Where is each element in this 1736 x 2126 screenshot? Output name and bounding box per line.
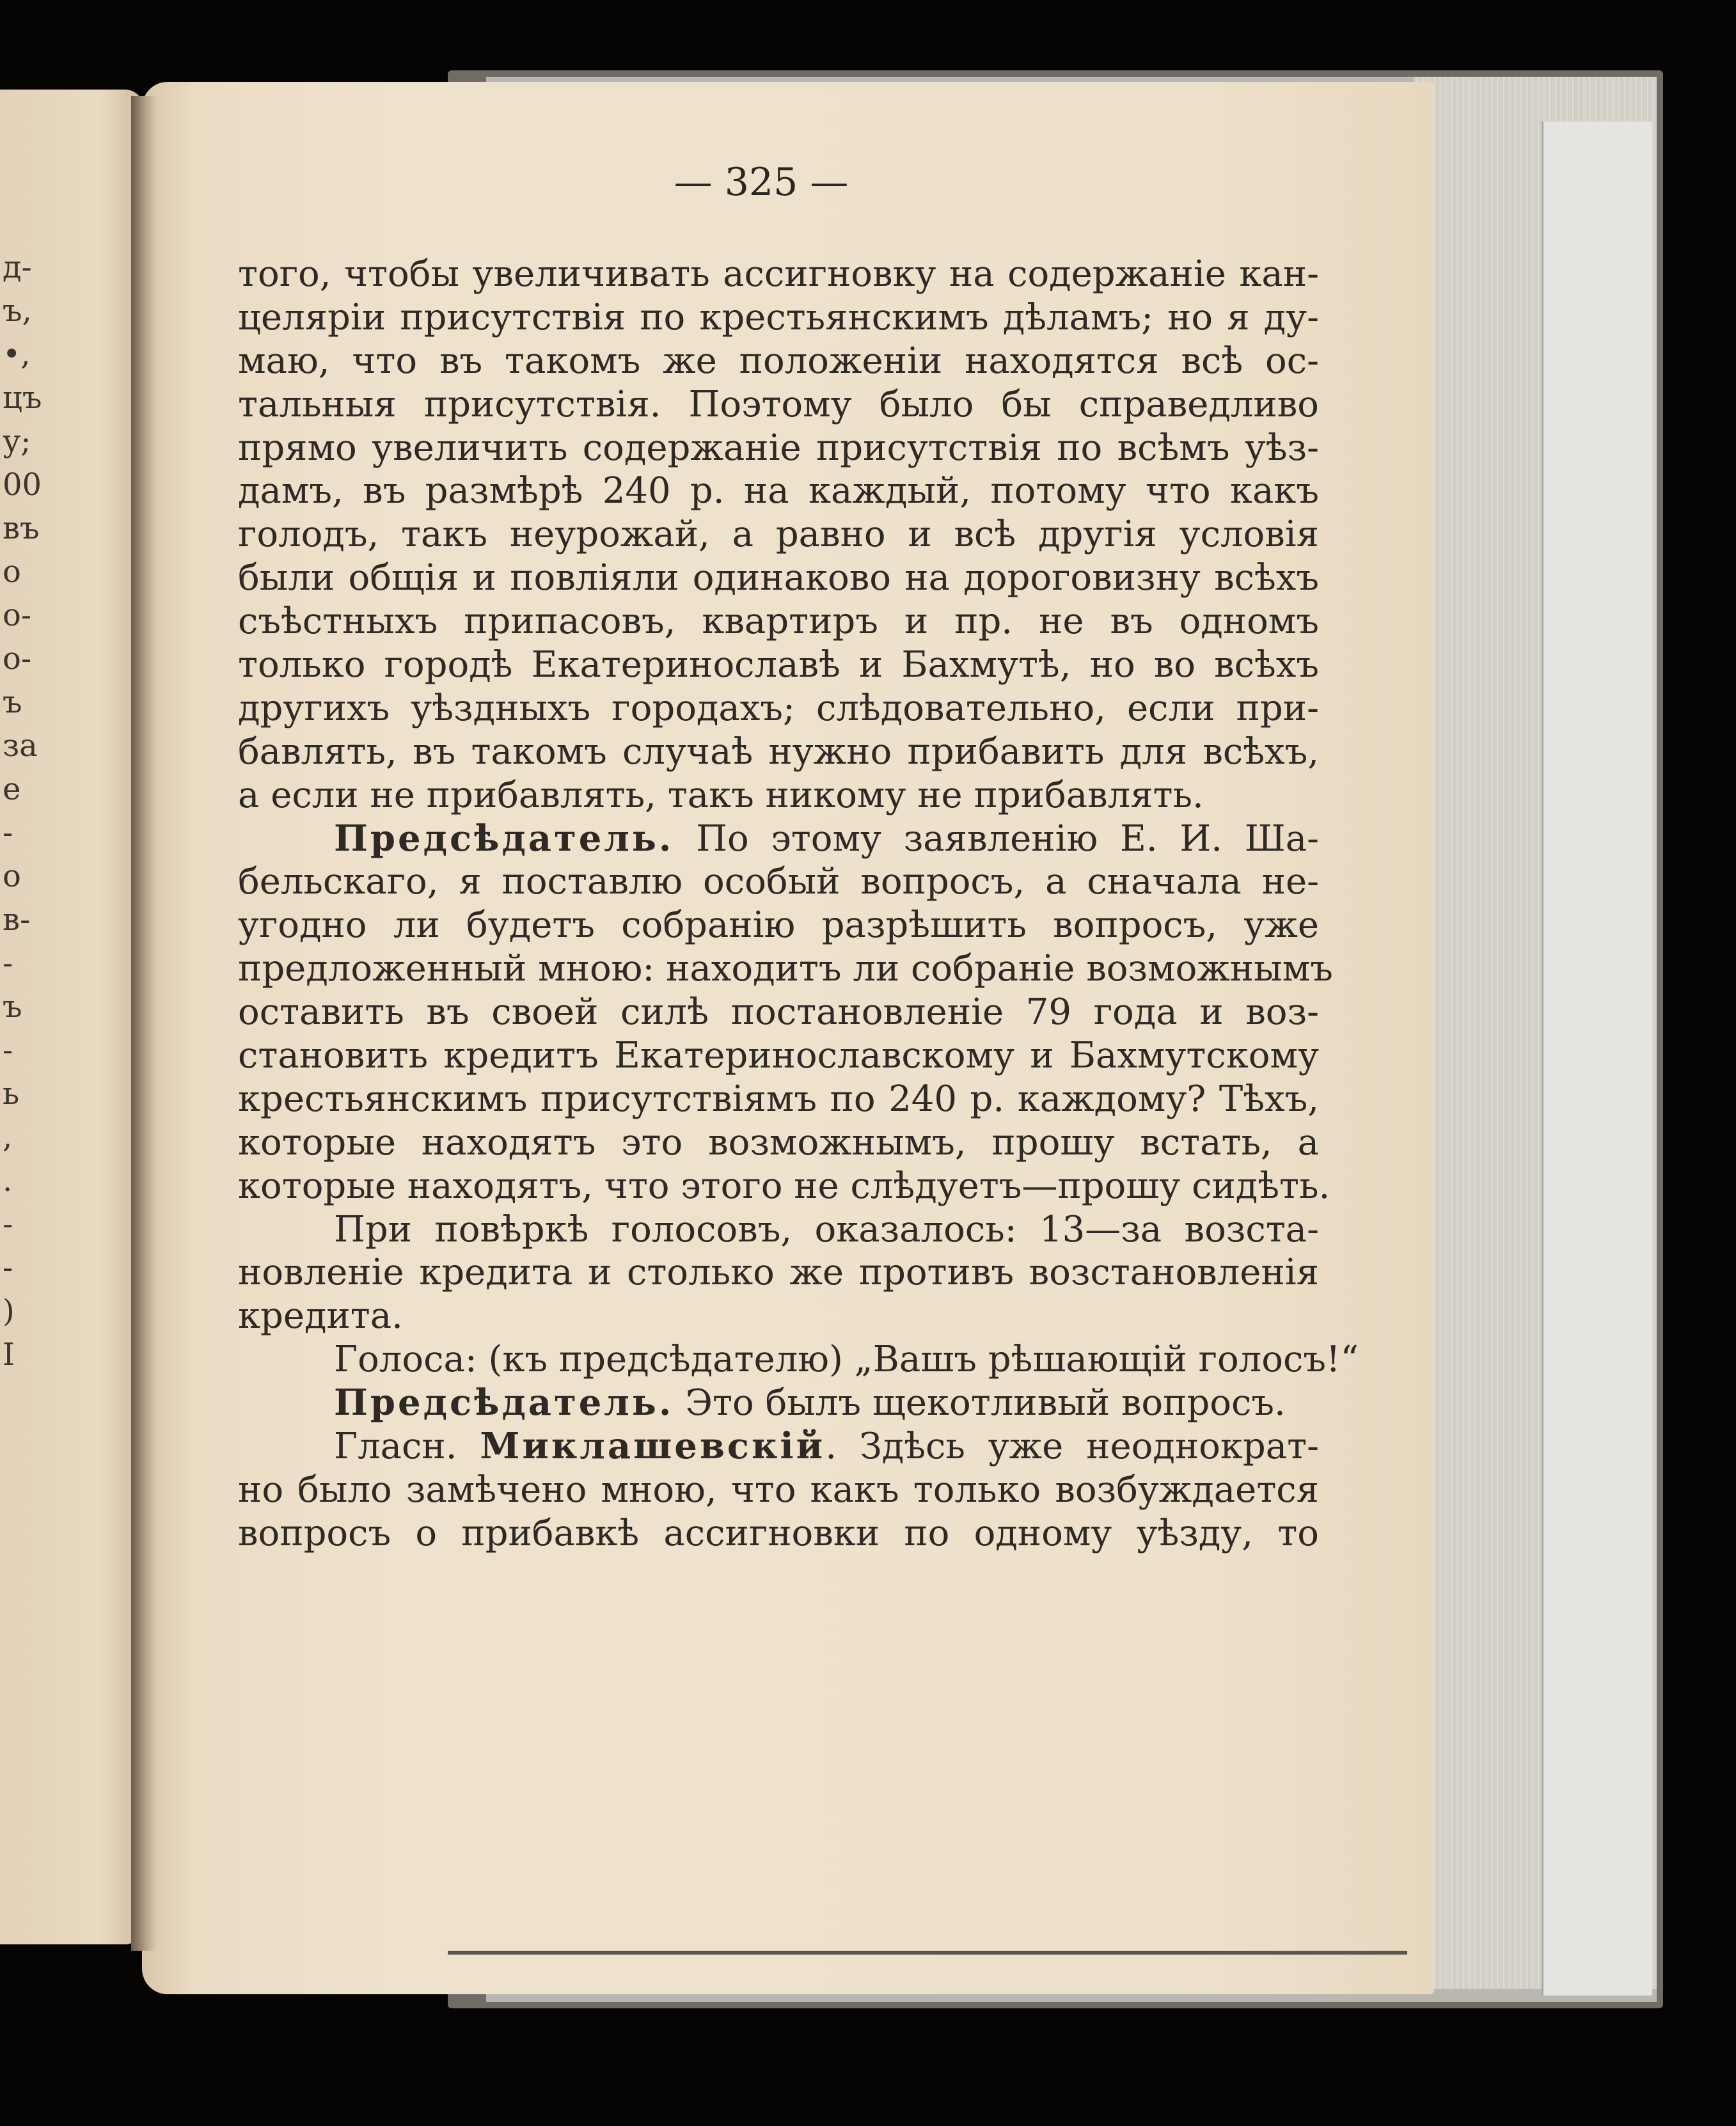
text-line: кредита. xyxy=(238,1295,403,1337)
left-page-fragment: ъ, xyxy=(3,293,32,329)
text-span: Гласн. xyxy=(334,1426,480,1468)
text-line: Голоса: (къ предсѣдателю) „Вашъ рѣшающій голосъ!“ xyxy=(334,1339,1359,1381)
left-page-fragment: о- xyxy=(3,641,32,677)
speaker-name: Предсѣдатель. xyxy=(334,1382,674,1424)
text-line: становить кредитъ Екатеринославскому и Бахмутскому xyxy=(238,1035,1319,1077)
paragraph-chairman-2 xyxy=(238,1382,1319,1425)
page-number: — 325 — xyxy=(674,160,849,205)
left-page-fragment: - xyxy=(3,945,13,981)
left-page-fragment: - xyxy=(3,1032,13,1068)
text-line: угодно ли будетъ собранію разрѣшить вопросъ, уже xyxy=(238,904,1319,947)
left-page xyxy=(0,90,144,1944)
speaker-name: Предсѣдатель. xyxy=(334,817,674,860)
text-line: дамъ, въ размѣрѣ 240 р. на каждый, потому что какъ xyxy=(238,470,1319,512)
left-page-fragment: - xyxy=(3,1250,13,1286)
left-page-fragment: е xyxy=(3,771,21,807)
left-page-fragment: ь xyxy=(3,1076,20,1112)
paragraph-chairman xyxy=(238,817,1319,861)
left-page-fragment: •, xyxy=(3,336,31,372)
left-page-fragment: д- xyxy=(3,249,32,285)
left-page-fragment: ъ xyxy=(3,684,22,720)
left-page-fragment: за xyxy=(3,728,38,764)
text-span: . Здѣсь уже неоднократ- xyxy=(825,1426,1320,1468)
left-page-fragment: I xyxy=(3,1337,15,1373)
text-line: оставить въ своей силѣ постановленіе 79 года и воз- xyxy=(238,991,1319,1034)
left-page-fragment: . xyxy=(3,1163,13,1199)
left-page-fragment: цъ xyxy=(3,380,42,416)
text-line: крестьянскимъ присутствіямъ по 240 р. каждому? Тѣхъ, xyxy=(238,1078,1319,1120)
text-line: тальныя присутствія. Поэтому было бы справедливо xyxy=(238,383,1319,425)
left-page-fragment: о xyxy=(3,858,21,894)
body-text xyxy=(238,253,1359,1555)
left-page-fragment: , xyxy=(3,1119,13,1155)
text-line: съѣстныхъ припасовъ, квартиръ и пр. не въ одномъ xyxy=(238,601,1319,643)
left-page-fragment: 00 xyxy=(3,467,42,503)
text-line: были общія и повліяли одинаково на дороговизну всѣхъ xyxy=(238,557,1319,599)
left-page-fragment: в- xyxy=(3,902,31,938)
left-page-fragment: ъ xyxy=(3,989,22,1025)
text-line: новленіе кредита и столько же противъ возстановленія xyxy=(238,1252,1319,1294)
paragraph-miklashevsky xyxy=(238,1425,1319,1469)
text-line: голодъ, такъ неурожай, а равно и всѣ другія условія xyxy=(238,514,1319,556)
left-page-fragment: - xyxy=(3,1206,13,1242)
text-line: При повѣркѣ голосовъ, оказалось: 13—за возста- xyxy=(334,1208,1319,1250)
text-line: бельскаго, я поставлю особый вопросъ, а сначала не- xyxy=(238,861,1319,903)
text-line: прямо увеличить содержаніе присутствія по всѣмъ уѣз- xyxy=(238,427,1319,469)
text-line: бавлять, въ такомъ случаѣ нужно прибавить для всѣхъ, xyxy=(238,730,1319,773)
text-line: того, чтобы увеличивать ассигновку на содержаніе кан- xyxy=(238,253,1319,295)
text-span: По этому заявленію Е. И. Ша- xyxy=(674,817,1319,860)
left-page-fragment: - xyxy=(3,815,13,851)
text-line: только городѣ Екатеринославѣ и Бахмутѣ, но во всѣхъ xyxy=(238,644,1319,686)
speaker-name: Миклашевскій xyxy=(480,1425,826,1468)
left-page-fragment: у; xyxy=(3,423,31,459)
left-page-fragment: о xyxy=(3,554,21,590)
text-line: целяріи присутствія по крестьянскимъ дѣламъ; но я ду- xyxy=(238,296,1319,338)
text-line: но было замѣчено мною, что какъ только возбуждается xyxy=(238,1469,1319,1511)
text-line: которые находятъ, что этого не слѣдуетъ—прошу сидѣть. xyxy=(238,1165,1330,1207)
text-line: вопросъ о прибавкѣ ассигновки по одному уѣзду, то xyxy=(238,1512,1319,1554)
left-page-fragment: о- xyxy=(3,597,32,633)
endpaper xyxy=(1542,122,1652,1996)
text-line: предложенный мною: находитъ ли собраніе возможнымъ xyxy=(238,948,1333,990)
text-span: Это былъ щекотливый вопросъ. xyxy=(674,1382,1286,1424)
text-line: другихъ уѣздныхъ городахъ; слѣдовательно, если при- xyxy=(238,687,1319,729)
text-line: которые находятъ это возможнымъ, прошу встать, а xyxy=(238,1121,1319,1163)
text-line: маю, что въ такомъ же положеніи находятся всѣ ос- xyxy=(238,340,1319,382)
left-page-fragment: ) xyxy=(3,1293,15,1329)
gutter xyxy=(131,96,157,1951)
text-line: а если не прибавлять, такъ никому не прибавлять. xyxy=(238,774,1204,816)
left-page-fragment: въ xyxy=(3,510,40,546)
book-edge-line xyxy=(448,1951,1407,1955)
